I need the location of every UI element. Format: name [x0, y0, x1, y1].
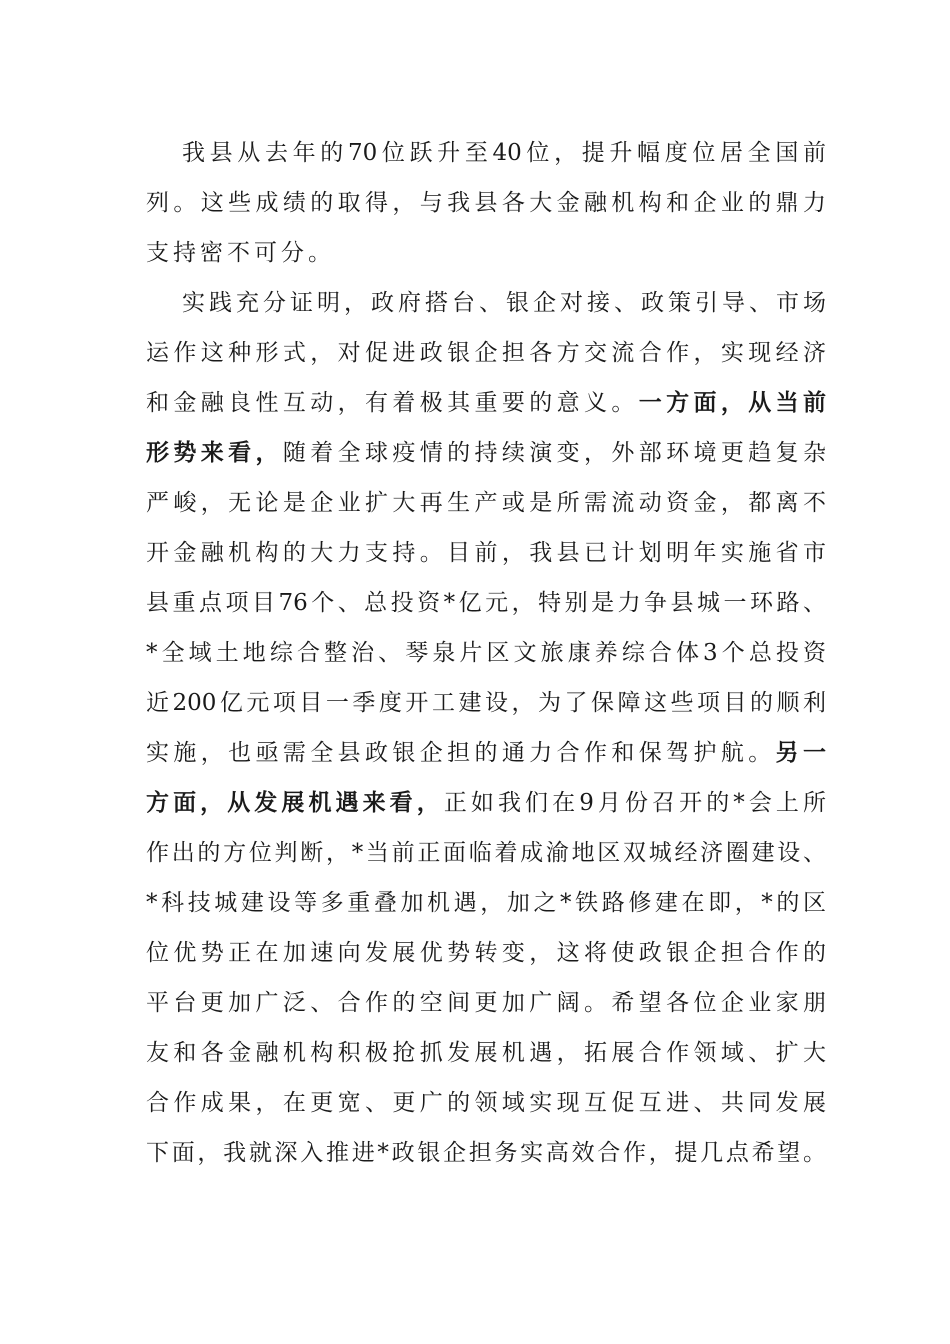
text-run: 支持密不可分。	[146, 240, 335, 266]
text-run: 县重点项目76个、总投资*亿元，特别是力争县城一环路、	[146, 590, 826, 616]
text-run: 和金融良性互动，有着极其重要的意义。	[146, 390, 639, 416]
bold-text-run: 方面，从发展机遇来看，	[146, 789, 444, 816]
text-line	[146, 628, 826, 678]
text-line	[146, 578, 826, 628]
bold-text-run: 形势来看，	[146, 439, 283, 466]
text-run: 下面，我就深入推进*政银企担务实高效合作，提几点希望。	[146, 1140, 826, 1166]
text-run: 位优势正在加速向发展优势转变，这将使政银企担合作的	[146, 940, 826, 966]
text-run: *科技城建设等多重叠加机遇，加之*铁路修建在即，*的区	[146, 890, 826, 916]
text-line	[146, 428, 826, 478]
text-line	[146, 378, 826, 428]
text-line	[146, 728, 826, 778]
text-run: 合作成果，在更宽、更广的领域实现互促互进、共同发展	[146, 1090, 826, 1116]
text-line	[146, 528, 826, 578]
text-line	[146, 978, 826, 1028]
text-line	[146, 1128, 826, 1178]
text-run: 作出的方位判断，*当前正面临着成渝地区双城经济圈建设、	[146, 840, 826, 866]
text-line	[146, 1078, 826, 1128]
text-run: 友和各金融机构积极抢抓发展机遇，拓展合作领域、扩大	[146, 1040, 826, 1066]
text-line	[146, 678, 826, 728]
bold-text-run: 另一	[775, 739, 826, 766]
text-line	[146, 478, 826, 528]
text-line	[146, 778, 826, 828]
text-line	[182, 278, 826, 328]
text-run: 随着全球疫情的持续演变，外部环境更趋复杂	[282, 440, 826, 466]
text-run: 严峻，无论是企业扩大再生产或是所需流动资金，都离不	[146, 490, 826, 516]
text-line	[146, 178, 826, 228]
text-line	[146, 878, 826, 928]
text-line	[182, 128, 826, 178]
text-run: 实践充分证明，政府搭台、银企对接、政策引导、市场	[182, 290, 826, 316]
text-run: 实施，也亟需全县政银企担的通力合作和保驾护航。	[146, 740, 776, 766]
text-line	[146, 228, 826, 278]
text-run: 运作这种形式，对促进政银企担各方交流合作，实现经济	[146, 340, 826, 366]
text-line	[146, 1028, 826, 1078]
text-line	[146, 928, 826, 978]
text-line	[146, 828, 826, 878]
text-run: *全域土地综合整治、琴泉片区文旅康养综合体3个总投资	[146, 640, 826, 666]
text-line	[146, 328, 826, 378]
text-run: 近200亿元项目一季度开工建设，为了保障这些项目的顺利	[146, 690, 826, 716]
text-run: 开金融机构的大力支持。目前，我县已计划明年实施省市	[146, 540, 826, 566]
text-run: 我县从去年的70位跃升至40位，提升幅度位居全国前	[182, 140, 826, 166]
bold-text-run: 一方面，从当前	[638, 389, 826, 416]
text-run: 平台更加广泛、合作的空间更加广阔。希望各位企业家朋	[146, 990, 826, 1016]
text-run: 正如我们在9月份召开的*会上所	[443, 790, 827, 816]
text-run: 列。这些成绩的取得，与我县各大金融机构和企业的鼎力	[146, 190, 826, 216]
